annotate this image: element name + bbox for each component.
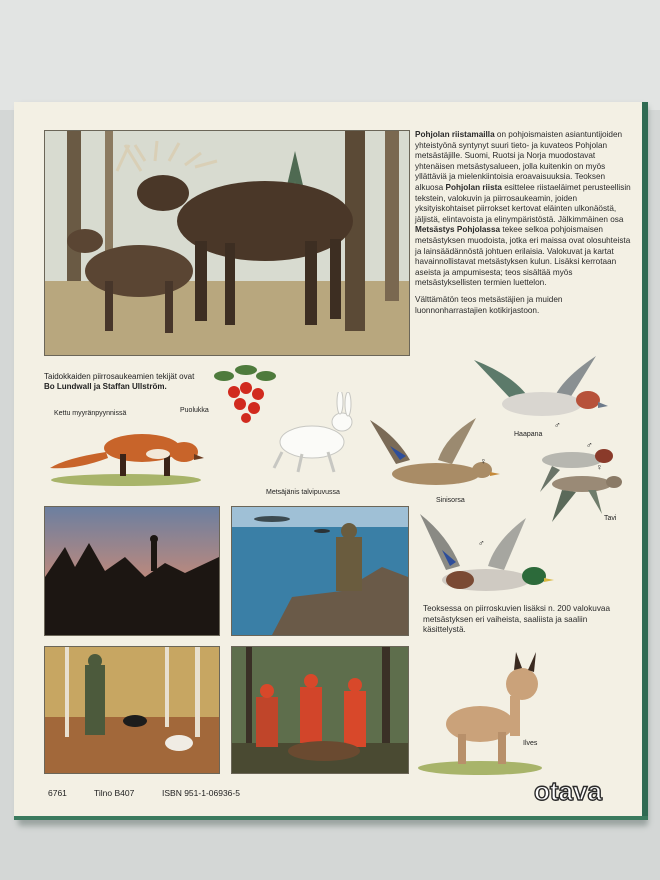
publisher-logo-text: otava xyxy=(534,776,602,806)
coastal-hunter-photo xyxy=(231,506,409,636)
female-symbol-teal: ♀ xyxy=(596,462,603,472)
lynx-illustration xyxy=(418,648,548,776)
part1-prefix: Teoksen alkuosa xyxy=(415,172,606,192)
dusk-hunter-photo xyxy=(44,506,220,636)
illustrator-credits xyxy=(44,372,194,392)
backdrop xyxy=(0,0,660,110)
lynx-caption: Ilves xyxy=(523,740,538,747)
isbn: ISBN 951-1-06936-5 xyxy=(162,788,240,798)
credits-line: Taidokkaiden piirrosaukeamien tekijät ovat xyxy=(44,372,195,381)
fox-caption: Kettu myyränpyynnissä xyxy=(54,410,127,417)
hare-illustration xyxy=(272,392,358,476)
product-code: 6761 xyxy=(48,788,67,798)
teal-caption: Tavi xyxy=(604,515,617,522)
credits-names: Bo Lundwall ja Staffan Ullström. xyxy=(44,382,167,391)
autumn-forest-dogs-photo xyxy=(44,646,220,774)
moose-painting xyxy=(44,130,410,356)
hare-caption: Metsäjänis talvipuvussa xyxy=(266,489,340,496)
part2-title: Metsästys Pohjolassa xyxy=(415,225,501,235)
mallard-female-caption: Sinisorsa xyxy=(436,497,465,504)
wigeon-caption: Haapana xyxy=(514,431,543,438)
male-symbol-teal: ♂ xyxy=(586,440,593,450)
male-symbol-wigeon: ♂ xyxy=(554,420,561,430)
hunting-party-photo xyxy=(231,646,409,774)
order-number: Tilno B407 xyxy=(94,788,135,798)
lead-text: on pohjoismaisten asiantuntijoiden yhteistyönä syntynyt suuri tieto- ja kuvateos Pohjolan metsästäjille. Suomi, Ruotsi ja Norja muodostavat yhtenäisen metsästysalueen, jolla kuitenkin on myös yllättäviä ja mielenkiintoisia eroavaisuuksia. xyxy=(415,130,623,182)
part1-title: Pohjolan riista xyxy=(445,182,502,192)
lingonberry-caption: Puolukka xyxy=(180,407,209,414)
mallard-female-illustration xyxy=(366,416,502,490)
lingonberry-illustration xyxy=(210,362,280,424)
mallard-male-illustration xyxy=(414,510,554,596)
part2-prefix: Jälkimmäinen osa xyxy=(557,214,624,224)
closing-text: Välttämätön teos metsästäjien ja muiden luonnonharrastajien kotikirjastoon. xyxy=(415,294,563,315)
part2-text: tekee selkoa pohjoismaisen metsästyksen muodoista, jotka eri maissa ovat olosuhteista ja lainsäädännöstä johtuen erilaisia. Valokuvat ja kartat havainnollistavat metsästyksen kulun. Lisäksi kerrotaan aseista ja ampumisesta; teos sisältää myös metsästyksellisten termien luettelon. xyxy=(415,225,631,288)
publisher-logo xyxy=(532,776,628,806)
description-text xyxy=(415,130,633,322)
female-symbol-mallard: ♀ xyxy=(480,456,487,466)
part1-text: esittelee riistaeläimet perusteellisin tekstein, valokuvin ja piirrosaukeamin, joiden yksityiskohtaiset piirrokset kertovat eläinten ulkonäöstä, jäljistä, elintavoista ja elinympäristöstä. xyxy=(415,182,631,224)
photo-count-note: Teoksessa on piirroskuvien lisäksi n. 200 valokuvaa metsästyksen eri vaiheista, saaliista ja saaliin käsittelystä. xyxy=(423,604,611,635)
male-symbol-mallard: ♂ xyxy=(478,538,485,548)
lead-title: Pohjolan riistamailla xyxy=(415,130,495,139)
fox-illustration xyxy=(46,418,206,488)
